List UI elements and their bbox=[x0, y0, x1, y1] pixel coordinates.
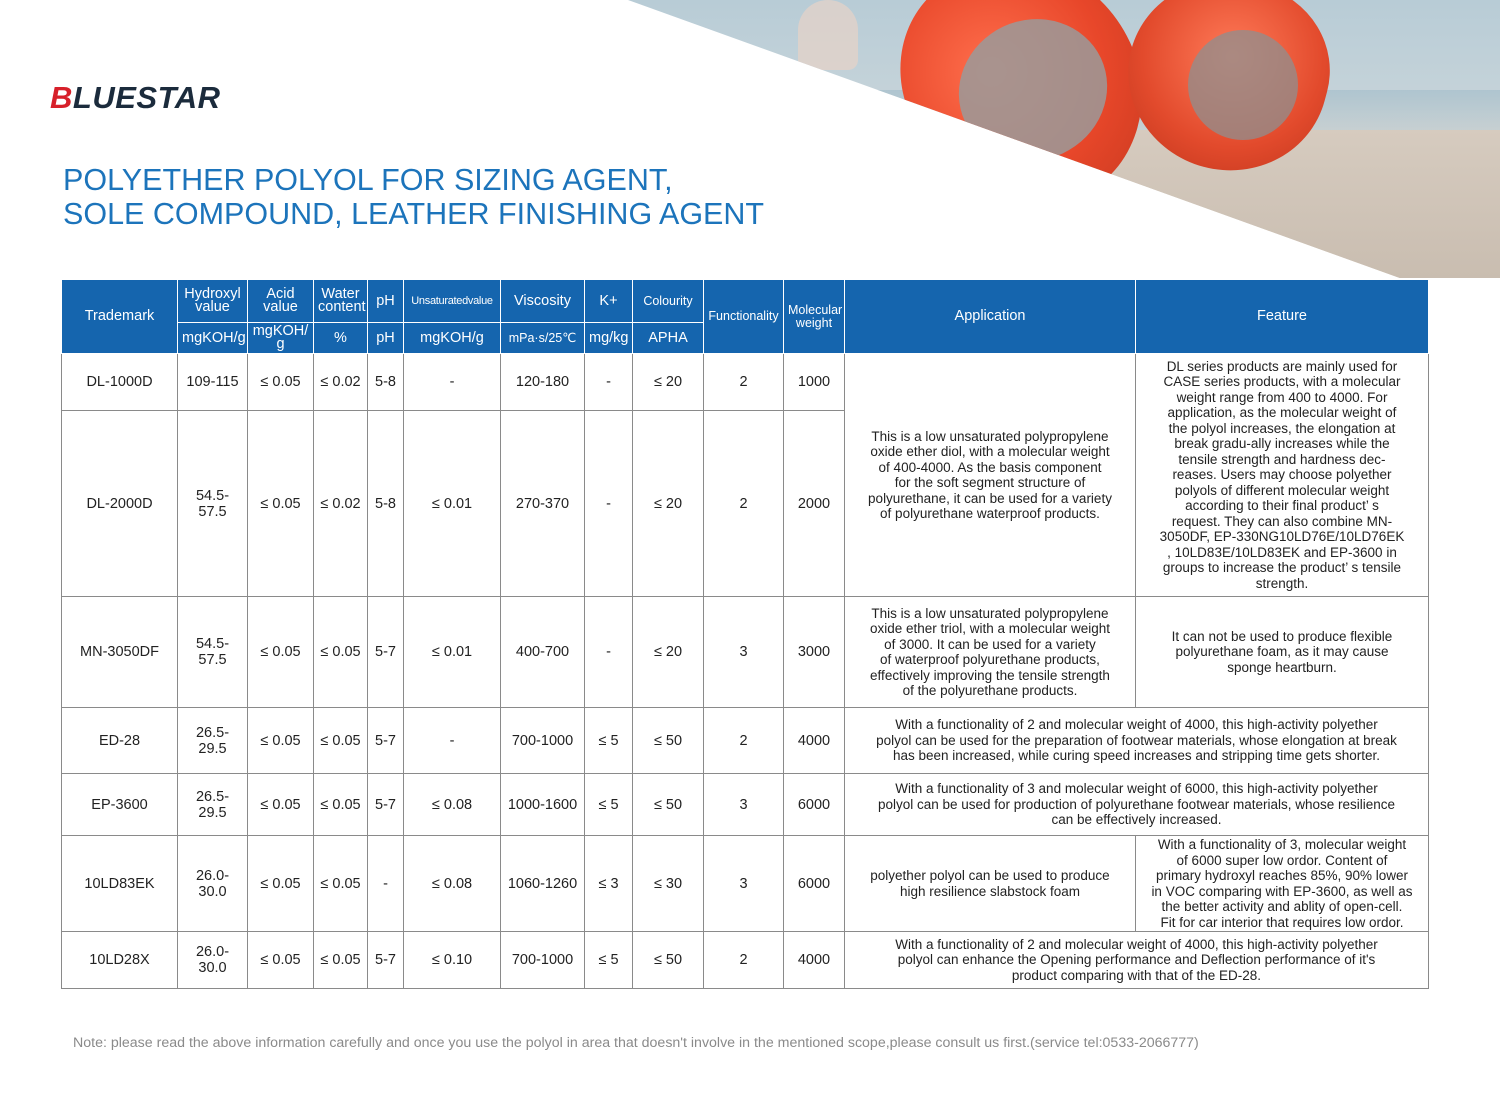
unit-hydroxyl: mgKOH/g bbox=[178, 323, 248, 354]
cell-k: - bbox=[585, 597, 633, 708]
text-line: of polyurethane waterproof products. bbox=[880, 506, 1100, 521]
cell-molecular-weight: 4000 bbox=[784, 932, 845, 989]
cell-colourity: ≤ 30 bbox=[633, 836, 704, 932]
cell-colourity: ≤ 50 bbox=[633, 774, 704, 836]
cell-trademark: 10LD83EK bbox=[62, 836, 178, 932]
header-ph: pH bbox=[368, 280, 404, 323]
text-line: in VOC comparing with EP-3600, as well as bbox=[1151, 883, 1413, 899]
cell-molecular-weight: 3000 bbox=[784, 597, 845, 708]
text-line: polyol can be used for production of polyurethane footwear materials, whose resilience bbox=[877, 796, 1396, 812]
cell-functionality: 2 bbox=[704, 354, 784, 411]
text-line: break gradu-ally increases while the bbox=[1174, 436, 1390, 452]
table-row bbox=[62, 932, 1429, 989]
text-line: , 10LD83E/10LD83EK and EP-3600 in bbox=[1167, 544, 1397, 560]
cell-k: - bbox=[585, 411, 633, 597]
text-line: Fit for car interior that requires low ordor. bbox=[1160, 914, 1404, 930]
cell-viscosity: 1000-1600 bbox=[501, 774, 585, 836]
cell-functionality: 2 bbox=[704, 932, 784, 989]
cell-trademark: EP-3600 bbox=[62, 774, 178, 836]
cell-water: ≤ 0.02 bbox=[314, 354, 368, 411]
text-line: sponge heartburn. bbox=[1227, 659, 1337, 675]
text-line: high resilience slabstock foam bbox=[899, 883, 1081, 899]
text-line: reases. Users may choose polyether bbox=[1172, 467, 1392, 483]
table-row bbox=[62, 597, 1429, 708]
header-water: Water content bbox=[314, 280, 368, 323]
text-line: tensile strength and hardness dec- bbox=[1178, 451, 1386, 467]
text-line: according to their final product’ s bbox=[1185, 498, 1379, 514]
cell-acid: ≤ 0.05 bbox=[248, 774, 314, 836]
cell-trademark: DL-1000D bbox=[62, 354, 178, 411]
table-row bbox=[62, 708, 1429, 774]
unit-acid: mgKOH/ g bbox=[248, 323, 314, 354]
text-line: has been increased, while curing speed increases and stripping time gets shorter. bbox=[892, 748, 1381, 764]
cell-colourity: ≤ 50 bbox=[633, 932, 704, 989]
cell-functionality: 2 bbox=[704, 411, 784, 597]
text-line: With a functionality of 3, molecular weight bbox=[1157, 837, 1407, 852]
cell-hydroxyl: 26.0-30.0 bbox=[178, 932, 248, 989]
cell-acid: ≤ 0.05 bbox=[248, 411, 314, 597]
header-functionality: Functionality bbox=[704, 280, 784, 354]
header-viscosity: Viscosity bbox=[501, 280, 585, 323]
text-line: This is a low unsaturated polypropylene bbox=[871, 428, 1109, 444]
header-unsaturated: Unsaturatedvalue bbox=[404, 280, 501, 323]
cell-ph: 5-7 bbox=[368, 708, 404, 774]
cell-functionality: 2 bbox=[704, 708, 784, 774]
cell-unsaturated: ≤ 0.08 bbox=[404, 774, 501, 836]
header-acid: Acid value bbox=[248, 280, 314, 323]
cell-ph: 5-7 bbox=[368, 932, 404, 989]
text-line: strength. bbox=[1255, 575, 1309, 591]
text-line: groups to increase the product’ s tensile bbox=[1162, 560, 1402, 576]
logo-first-letter: B bbox=[50, 80, 73, 115]
cell-functionality: 3 bbox=[704, 836, 784, 932]
cell-hydroxyl: 54.5-57.5 bbox=[178, 411, 248, 597]
text-line: application, as the molecular weight of bbox=[1167, 405, 1397, 421]
cell-feature-dl bbox=[1136, 354, 1429, 597]
text-line: can be effectively increased. bbox=[1051, 812, 1222, 828]
cell-k: ≤ 5 bbox=[585, 708, 633, 774]
text-line: effectively improving the tensile strength bbox=[870, 667, 1110, 683]
footer-note: Note: please read the above information carefully and once you use the polyol in area that doesn't involve in the mentioned scope,please consult us first.(service tel:0533-2066777) bbox=[73, 1035, 1199, 1051]
header-application: Application bbox=[845, 280, 1136, 354]
hero-image-running-shoes bbox=[628, 0, 1500, 278]
cell-ph: 5-8 bbox=[368, 354, 404, 411]
unit-colourity: APHA bbox=[633, 323, 704, 354]
header-feature: Feature bbox=[1136, 280, 1429, 354]
header-trademark: Trademark bbox=[62, 280, 178, 354]
text-line: oxide ether triol, with a molecular weight bbox=[869, 621, 1111, 636]
unit-water: % bbox=[314, 323, 368, 354]
text-line: oxide ether diol, with a molecular weight bbox=[870, 444, 1110, 459]
cell-viscosity: 700-1000 bbox=[501, 708, 585, 774]
text-line: of 400-4000. As the basis component bbox=[878, 459, 1102, 475]
text-line: polyurethane, it can be used for a variety bbox=[868, 490, 1112, 506]
cell-application-10ld83ek bbox=[845, 836, 1136, 932]
cell-application-ed28 bbox=[845, 708, 1429, 774]
hero-sole-right bbox=[1188, 30, 1298, 140]
cell-water: ≤ 0.05 bbox=[314, 932, 368, 989]
page-title bbox=[63, 163, 764, 231]
cell-ph: 5-8 bbox=[368, 411, 404, 597]
cell-viscosity: 700-1000 bbox=[501, 932, 585, 989]
cell-acid: ≤ 0.05 bbox=[248, 354, 314, 411]
cell-water: ≤ 0.05 bbox=[314, 708, 368, 774]
cell-colourity: ≤ 20 bbox=[633, 597, 704, 708]
unit-ph: pH bbox=[368, 323, 404, 354]
text-line: DL series products are mainly used for bbox=[1166, 358, 1398, 374]
cell-water: ≤ 0.05 bbox=[314, 774, 368, 836]
text-line: With a functionality of 2 and molecular weight of 4000, this high-activity polyether bbox=[895, 717, 1378, 733]
cell-unsaturated: ≤ 0.01 bbox=[404, 411, 501, 597]
cell-water: ≤ 0.05 bbox=[314, 836, 368, 932]
cell-viscosity: 400-700 bbox=[501, 597, 585, 708]
cell-ph: - bbox=[368, 836, 404, 932]
cell-ph: 5-7 bbox=[368, 774, 404, 836]
header-k: K+ bbox=[585, 280, 633, 323]
cell-unsaturated: ≤ 0.10 bbox=[404, 932, 501, 989]
cell-colourity: ≤ 20 bbox=[633, 411, 704, 597]
cell-application-mn bbox=[845, 597, 1136, 708]
cell-k: ≤ 5 bbox=[585, 774, 633, 836]
text-line: of waterproof polyurethane products, bbox=[880, 652, 1100, 667]
cell-hydroxyl: 26.0-30.0 bbox=[178, 836, 248, 932]
cell-unsaturated: ≤ 0.08 bbox=[404, 836, 501, 932]
cell-trademark: DL-2000D bbox=[62, 411, 178, 597]
cell-hydroxyl: 26.5-29.5 bbox=[178, 774, 248, 836]
cell-unsaturated: ≤ 0.01 bbox=[404, 597, 501, 708]
cell-trademark: ED-28 bbox=[62, 708, 178, 774]
text-line: It can not be used to produce flexible bbox=[1171, 628, 1393, 644]
cell-water: ≤ 0.02 bbox=[314, 411, 368, 597]
text-line: polyol can enhance the Opening performance and Deflection performance of it's bbox=[897, 952, 1376, 968]
cell-molecular-weight: 6000 bbox=[784, 836, 845, 932]
cell-feature-10ld83ek bbox=[1136, 836, 1429, 932]
text-line: request. They can also combine MN- bbox=[1171, 513, 1393, 529]
cell-acid: ≤ 0.05 bbox=[248, 932, 314, 989]
unit-k: mg/kg bbox=[585, 323, 633, 354]
unit-viscosity: mPa·s/25℃ bbox=[501, 323, 585, 354]
cell-functionality: 3 bbox=[704, 774, 784, 836]
title-line-1: POLYETHER POLYOL FOR SIZING AGENT, bbox=[63, 163, 673, 197]
cell-trademark: 10LD28X bbox=[62, 932, 178, 989]
text-line: of 6000 super low ordor. Content of bbox=[1176, 852, 1388, 868]
cell-ph: 5-7 bbox=[368, 597, 404, 708]
text-line: primary hydroxyl reaches 85%, 90% lower bbox=[1155, 868, 1409, 883]
cell-colourity: ≤ 50 bbox=[633, 708, 704, 774]
text-line: of 3000. It can be used for a variety bbox=[884, 636, 1096, 652]
cell-unsaturated: - bbox=[404, 708, 501, 774]
cell-application-ep3600 bbox=[845, 774, 1429, 836]
product-spec-table bbox=[61, 279, 1429, 989]
cell-acid: ≤ 0.05 bbox=[248, 836, 314, 932]
text-line: CASE series products, with a molecular bbox=[1163, 374, 1401, 390]
cell-hydroxyl: 54.5-57.5 bbox=[178, 597, 248, 708]
text-line: the better activity and ablity of open-cell. bbox=[1161, 899, 1403, 914]
cell-molecular-weight: 4000 bbox=[784, 708, 845, 774]
cell-unsaturated: - bbox=[404, 354, 501, 411]
cell-molecular-weight: 2000 bbox=[784, 411, 845, 597]
text-line: of the polyurethane products. bbox=[902, 683, 1078, 698]
text-line: the polyol increases, the elongation at bbox=[1168, 420, 1396, 436]
cell-trademark: MN-3050DF bbox=[62, 597, 178, 708]
text-line: for the soft segment structure of bbox=[894, 475, 1086, 490]
unit-unsaturated: mgKOH/g bbox=[404, 323, 501, 354]
text-line: With a functionality of 3 and molecular weight of 6000, this high-activity polyether bbox=[895, 781, 1378, 797]
cell-water: ≤ 0.05 bbox=[314, 597, 368, 708]
text-line: product comparing with that of the ED-28. bbox=[1011, 967, 1262, 983]
table-row bbox=[62, 774, 1429, 836]
cell-functionality: 3 bbox=[704, 597, 784, 708]
cell-acid: ≤ 0.05 bbox=[248, 597, 314, 708]
text-line: weight range from 400 to 4000. For bbox=[1176, 389, 1388, 405]
hero-runner-figure bbox=[798, 0, 858, 70]
header-hydroxyl: Hydroxyl value bbox=[178, 280, 248, 323]
cell-colourity: ≤ 20 bbox=[633, 354, 704, 411]
cell-k: - bbox=[585, 354, 633, 411]
cell-viscosity: 120-180 bbox=[501, 354, 585, 411]
logo-rest: LUESTAR bbox=[72, 80, 221, 115]
text-line: polyurethane foam, as it may cause bbox=[1175, 644, 1389, 660]
cell-molecular-weight: 1000 bbox=[784, 354, 845, 411]
header-molecular-weight: Molecular weight bbox=[784, 280, 845, 354]
cell-viscosity: 1060-1260 bbox=[501, 836, 585, 932]
text-line: This is a low unsaturated polypropylene bbox=[871, 605, 1109, 621]
text-line: With a functionality of 2 and molecular weight of 4000, this high-activity polyether bbox=[895, 936, 1378, 952]
cell-hydroxyl: 26.5-29.5 bbox=[178, 708, 248, 774]
cell-acid: ≤ 0.05 bbox=[248, 708, 314, 774]
cell-feature-mn bbox=[1136, 597, 1429, 708]
cell-viscosity: 270-370 bbox=[501, 411, 585, 597]
table-row bbox=[62, 836, 1429, 932]
cell-hydroxyl: 109-115 bbox=[178, 354, 248, 411]
table-row bbox=[62, 354, 1429, 411]
header-colourity: Colourity bbox=[633, 280, 704, 323]
cell-k: ≤ 5 bbox=[585, 932, 633, 989]
title-line-2: SOLE COMPOUND, LEATHER FINISHING AGENT bbox=[63, 197, 765, 231]
bluestar-logo bbox=[50, 80, 220, 116]
cell-application-10ld28x bbox=[845, 932, 1429, 989]
text-line: polyols of different molecular weight bbox=[1174, 482, 1390, 498]
text-line: polyether polyol can be used to produce bbox=[870, 868, 1110, 883]
cell-application-dl bbox=[845, 354, 1136, 597]
cell-k: ≤ 3 bbox=[585, 836, 633, 932]
text-line: polyol can be used for the preparation of footwear materials, whose elongation at break bbox=[876, 732, 1397, 748]
cell-molecular-weight: 6000 bbox=[784, 774, 845, 836]
text-line: 3050DF, EP-330NG10LD76E/10LD76EK bbox=[1159, 529, 1405, 545]
